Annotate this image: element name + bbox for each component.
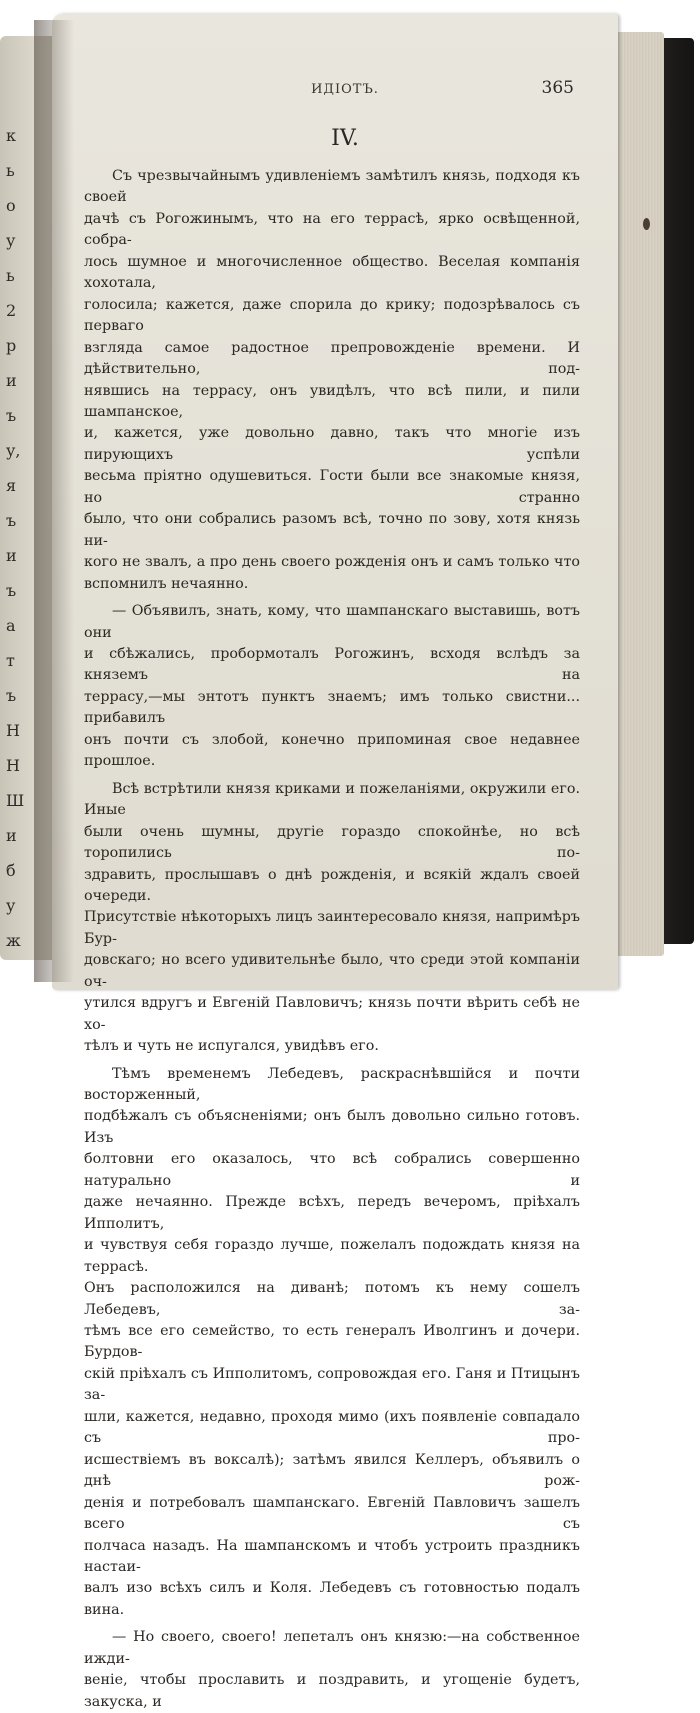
left-page-fragment: и bbox=[6, 546, 17, 565]
text-line: Тѣмъ временемъ Лебедевъ, раскраснѣвшійся и почти восторженный, bbox=[84, 1065, 580, 1104]
text-line: вспомнилъ нечаянно. bbox=[84, 575, 249, 592]
text-line: утился вдругъ и Евгеній Павловичъ; князь почти вѣрить себѣ не хо- bbox=[84, 995, 580, 1033]
running-head: ИДІОТЪ. bbox=[311, 82, 379, 97]
left-page-fragment: Н bbox=[6, 721, 20, 740]
right-page bbox=[52, 14, 618, 1710]
body-text bbox=[84, 166, 580, 1713]
text-line: исшествіемъ въ воксалѣ); затѣмъ явился Келлеръ, объявилъ о днѣ рож- bbox=[84, 1451, 580, 1490]
left-page-fragment: ъ bbox=[6, 511, 17, 530]
text-line: и сбѣжались, пробормоталъ Рогожинъ, всходя вслѣдъ за княземъ на bbox=[84, 645, 580, 684]
left-page-fragment: ъ bbox=[6, 581, 17, 600]
left-page-fragment: у, bbox=[6, 441, 21, 460]
text-line: даже нечаянно. Прежде всѣхъ, передъ вечеромъ, пріѣхалъ Ипполитъ, bbox=[84, 1194, 580, 1232]
left-page-fragment: ж bbox=[6, 931, 21, 950]
text-line: весьма пріятно одушевиться. Гости были все знакомые князя, но странно bbox=[84, 468, 580, 506]
text-line: взгляда самое радостное препровожденіе времени. И дѣйствительно, под- bbox=[84, 339, 580, 378]
left-page-fragment: к bbox=[6, 126, 16, 145]
left-page-fragment: ъ bbox=[6, 686, 17, 705]
text-line: были очень шумны, другіе гораздо спокойнѣе, но всѣ торопились по- bbox=[84, 823, 580, 862]
left-page-fragment: и bbox=[6, 371, 17, 390]
text-line: онъ почти съ злобой, конечно припоминая свое недавнее прошлое. bbox=[84, 731, 580, 770]
text-line: и чувствуя себя гораздо лучше, пожелалъ подождать князя на террасѣ. bbox=[84, 1237, 580, 1275]
left-page-fragment: т bbox=[6, 651, 15, 670]
binding-hole bbox=[643, 218, 650, 230]
text-line: было, что они собрались разомъ всѣ, точно по зову, хотя князь ни- bbox=[84, 511, 580, 549]
gutter-shadow bbox=[34, 20, 74, 982]
text-line: и, кажется, уже довольно давно, такъ что многіе изъ пирующихъ успѣли bbox=[84, 425, 580, 463]
text-line: Онъ расположился на диванѣ; потомъ къ нему сошелъ Лебедевъ, за- bbox=[84, 1280, 580, 1318]
chapter-number: IV. bbox=[331, 126, 359, 151]
left-page-fragment: Н bbox=[6, 756, 20, 775]
text-line: довскаго; но всего удивительнѣе было, что среди этой компаніи оч- bbox=[84, 952, 580, 990]
text-line: голосила; кажется, даже спорила до крику; подозрѣвалось съ перваго bbox=[84, 296, 580, 335]
left-page-fragment: ъ bbox=[6, 406, 17, 425]
left-page-fragment: я bbox=[6, 476, 17, 495]
left-page-fragment: а bbox=[6, 616, 16, 635]
text-line: болтовни его оказалось, что всѣ собрались совершенно натурально и bbox=[84, 1151, 580, 1189]
text-line: здравить, прослышавъ о днѣ рожденія, и всякій ждалъ своей очереди. bbox=[84, 866, 580, 904]
left-page-fragment: о bbox=[6, 196, 16, 215]
text-line: — Объявилъ, знать, кому, что шампанскаго выставишь, вотъ они bbox=[84, 603, 580, 641]
text-line: шли, кажется, недавно, проходя мимо (ихъ появленіе совпадало съ про- bbox=[84, 1408, 580, 1447]
text-line: — Но своего, своего! лепеталъ онъ князю:—на собственное ижди- bbox=[84, 1629, 580, 1667]
text-line: Всѣ встрѣтили князя криками и пожеланіями, окружили его. Иные bbox=[84, 780, 580, 819]
text-line: тѣмъ все его семейство, то есть генералъ Иволгинъ и дочери. Бурдов- bbox=[84, 1323, 580, 1361]
text-line: Съ чрезвычайнымъ удивленіемъ замѣтилъ князь, подходя къ своей bbox=[84, 168, 580, 206]
text-line: лось шумное и многочисленное общество. Веселая компанія хохотала, bbox=[84, 253, 580, 292]
text-line: тѣлъ и чуть не испугался, увидѣвъ его. bbox=[84, 1038, 379, 1055]
text-line: террасу,—мы энтотъ пунктъ знаемъ; имъ только свистни... прибавилъ bbox=[84, 688, 580, 727]
left-page-fragment: Ш bbox=[6, 791, 25, 810]
text-line: денія и потребовалъ шампанскаго. Евгеній Павловичъ зашелъ всего съ bbox=[84, 1494, 580, 1533]
text-line: нявшись на террасу, онъ увидѣлъ, что всѣ пили, и пили шампанское, bbox=[84, 382, 580, 420]
text-line: веніе, чтобы прославить и поздравить, и угощеніе будетъ, закуска, и bbox=[84, 1672, 580, 1710]
text-line: Присутствіе нѣкоторыхъ лицъ заинтересовало князя, напримѣръ Бур- bbox=[84, 909, 580, 947]
left-page-fragment: ь bbox=[6, 266, 15, 285]
left-page-fragment: б bbox=[6, 861, 16, 880]
text-line: валъ изо всѣхъ силъ и Коля. Лебедевъ съ готовностью подалъ вина. bbox=[84, 1580, 580, 1618]
left-page-fragment: р bbox=[6, 336, 17, 355]
page-number: 365 bbox=[541, 78, 574, 98]
left-page-fragment: у bbox=[6, 231, 16, 250]
text-line: скій пріѣхалъ съ Ипполитомъ, сопровождая его. Ганя и Птицынъ за- bbox=[84, 1365, 580, 1404]
text-line: полчаса назадъ. На шампанскомъ и чтобъ устроить праздникъ настаи- bbox=[84, 1537, 580, 1575]
text-line: дачѣ съ Рогожинымъ, что на его террасѣ, ярко освѣщенной, собра- bbox=[84, 210, 580, 249]
text-line: подбѣжалъ съ объясненіями; онъ былъ довольно сильно готовъ. Изъ bbox=[84, 1108, 580, 1146]
left-page-fragment: у bbox=[6, 896, 16, 915]
left-page-fragment: и bbox=[6, 826, 17, 845]
left-page-fragment: ь bbox=[6, 161, 15, 180]
text-line: кого не звалъ, а про день своего рожденія онъ и самъ только что bbox=[84, 554, 580, 571]
left-page-fragment: 2 bbox=[6, 301, 17, 320]
